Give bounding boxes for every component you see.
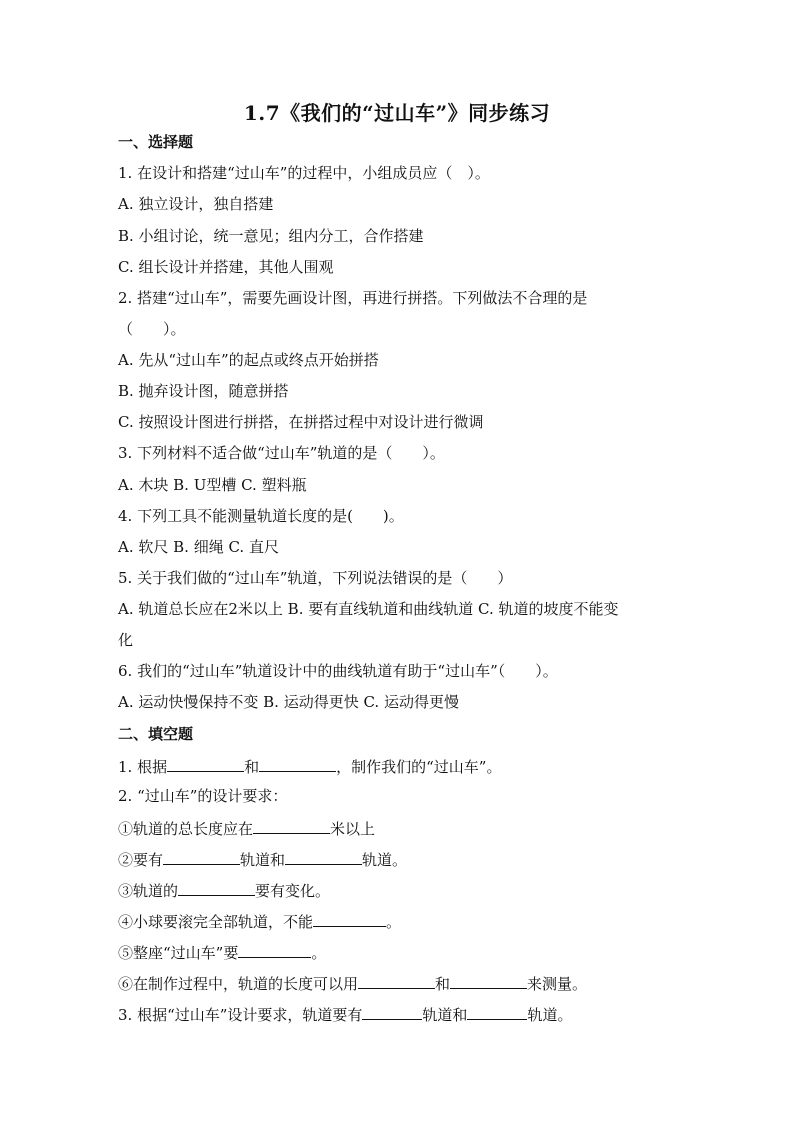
- fill-3-text-c: 轨道。: [527, 1006, 573, 1024]
- question-2: 2. 搭建“过山车”，需要先画设计图，再进行拼搭。下列做法不合理的是: [118, 289, 588, 307]
- fill-2-3-text-a: ③轨道的: [118, 882, 179, 900]
- answer-blank[interactable]: [313, 910, 386, 927]
- answer-blank[interactable]: [163, 848, 240, 865]
- fill-question-2: 2. “过山车”的设计要求：: [118, 787, 288, 805]
- fill-2-6-text-a: ⑥在制作过程中，轨道的长度可以用: [118, 975, 359, 993]
- question-4-options: A. 软尺 B. 细绳 C. 直尺: [118, 538, 279, 556]
- fill-2-4-text-b: 。: [386, 913, 402, 931]
- fill-3-text-b: 轨道和: [422, 1006, 468, 1024]
- fill-question-2-item-4: [118, 910, 678, 932]
- section-heading-fill: 二、填空题: [118, 725, 194, 743]
- fill-2-1-text-b: 米以上: [330, 820, 376, 838]
- question-2-continued: （ ）。: [118, 320, 186, 338]
- fill-2-6-text-b: 和: [435, 975, 451, 993]
- answer-blank[interactable]: [253, 817, 330, 834]
- question-3-options: A. 木块 B. U型槽 C. 塑料瓶: [118, 476, 307, 494]
- section-heading-choice: 一、选择题: [118, 133, 194, 151]
- fill-question-3: [118, 1003, 678, 1025]
- answer-blank[interactable]: [467, 1003, 527, 1020]
- fill-question-2-item-6: [118, 972, 678, 994]
- answer-blank[interactable]: [285, 848, 362, 865]
- question-5: 5. 关于我们做的“过山车”轨道，下列说法错误的是（ ）: [118, 569, 513, 587]
- fill-1-text-c: ，制作我们的“过山车”。: [336, 758, 502, 776]
- answer-blank[interactable]: [178, 879, 255, 896]
- question-2-option-a: A. 先从“过山车”的起点或终点开始拼搭: [118, 351, 379, 369]
- fill-2-4-text-a: ④小球要滚完全部轨道，不能: [118, 913, 314, 931]
- fill-2-2-text-b: 轨道和: [240, 851, 286, 869]
- fill-question-2-item-1: [118, 817, 678, 839]
- question-2-option-b: B. 抛弃设计图，随意拼搭: [118, 382, 289, 400]
- question-6: 6. 我们的“过山车”轨道设计中的曲线轨道有助于“过山车”（ ）。: [118, 662, 558, 680]
- fill-1-text-b: 和: [244, 758, 260, 776]
- answer-blank[interactable]: [167, 755, 244, 772]
- fill-question-2-item-3: [118, 879, 678, 901]
- answer-blank[interactable]: [358, 972, 435, 989]
- fill-2-3-text-b: 要有变化。: [255, 882, 331, 900]
- fill-question-1: [118, 755, 678, 777]
- fill-1-text-a: 1. 根据: [118, 758, 168, 776]
- question-5-options: A. 轨道总长应在2米以上 B. 要有直线轨道和曲线轨道 C. 轨道的坡度不能变: [118, 600, 619, 618]
- fill-2-2-text-c: 轨道。: [362, 851, 408, 869]
- fill-2-5-text-a: ⑤整座“过山车”要: [118, 944, 239, 962]
- question-4: 4. 下列工具不能测量轨道长度的是( )。: [118, 507, 404, 525]
- fill-2-5-text-b: 。: [311, 944, 327, 962]
- page-title: 1.7《我们的“过山车”》同步练习: [243, 101, 551, 125]
- fill-question-2-item-5: [118, 941, 678, 963]
- fill-3-text-a: 3. 根据“过山车”设计要求，轨道要有: [118, 1006, 363, 1024]
- answer-blank[interactable]: [362, 1003, 422, 1020]
- fill-2-2-text-a: ②要有: [118, 851, 164, 869]
- question-1-option-a: A. 独立设计，独自搭建: [118, 195, 274, 213]
- question-2-option-c: C. 按照设计图进行拼搭，在拼搭过程中对设计进行微调: [118, 413, 484, 431]
- fill-question-2-item-2: [118, 848, 678, 870]
- fill-2-1-text-a: ①轨道的总长度应在: [118, 820, 254, 838]
- question-6-options: A. 运动快慢保持不变 B. 运动得更快 C. 运动得更慢: [118, 693, 459, 711]
- fill-2-6-text-c: 来测量。: [527, 975, 588, 993]
- answer-blank[interactable]: [238, 941, 311, 958]
- question-5-options-continued: 化: [118, 631, 134, 649]
- question-1: 1. 在设计和搭建“过山车”的过程中，小组成员应（ ）。: [118, 164, 490, 182]
- question-1-option-b: B. 小组讨论，统一意见；组内分工，合作搭建: [118, 227, 424, 245]
- question-1-option-c: C. 组长设计并搭建，其他人围观: [118, 258, 334, 276]
- question-3: 3. 下列材料不适合做“过山车”轨道的是（ ）。: [118, 444, 445, 462]
- answer-blank[interactable]: [259, 755, 336, 772]
- answer-blank[interactable]: [450, 972, 527, 989]
